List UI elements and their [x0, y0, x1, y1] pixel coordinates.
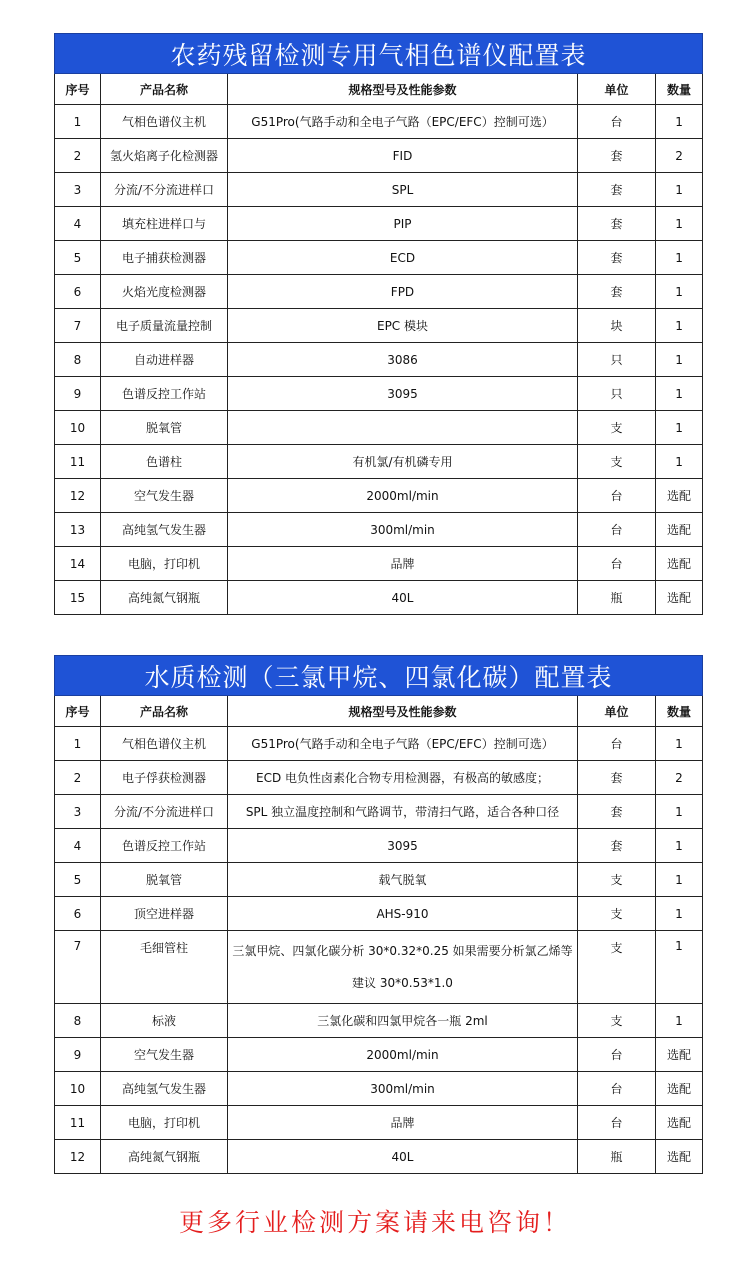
qty-cell: 1 — [656, 863, 703, 897]
header-product: 产品名称 — [101, 696, 228, 727]
product-cell: 毛细管柱 — [101, 931, 228, 1004]
unit-cell: 支 — [578, 897, 656, 931]
unit-cell: 台 — [578, 547, 656, 581]
header-spec: 规格型号及性能参数 — [228, 74, 578, 105]
unit-cell: 套 — [578, 173, 656, 207]
index-cell: 12 — [55, 1140, 101, 1174]
index-cell: 8 — [55, 1004, 101, 1038]
table-row — [55, 863, 703, 897]
unit-cell: 支 — [578, 863, 656, 897]
qty-cell: 选配 — [656, 513, 703, 547]
spec-cell — [228, 411, 578, 445]
unit-cell: 台 — [578, 1038, 656, 1072]
qty-cell: 1 — [656, 173, 703, 207]
spec-cell: G51Pro(气路手动和全电子气路（EPC/EFC）控制可选） — [228, 727, 578, 761]
spec-cell: 载气脱氧 — [228, 863, 578, 897]
table2-header-row — [55, 696, 703, 727]
qty-cell: 1 — [656, 241, 703, 275]
spec-cell: FPD — [228, 275, 578, 309]
qty-cell: 1 — [656, 275, 703, 309]
qty-cell: 1 — [656, 105, 703, 139]
header-qty: 数量 — [656, 74, 703, 105]
product-cell: 脱氧管 — [101, 411, 228, 445]
table-row — [55, 513, 703, 547]
qty-cell: 选配 — [656, 1072, 703, 1106]
unit-cell: 支 — [578, 411, 656, 445]
table1-header-row — [55, 74, 703, 105]
spec-cell: FID — [228, 139, 578, 173]
header-index: 序号 — [55, 74, 101, 105]
table-row — [55, 1004, 703, 1038]
index-cell: 13 — [55, 513, 101, 547]
table1-body — [55, 105, 703, 615]
product-cell: 气相色谱仪主机 — [101, 105, 228, 139]
table2-body — [55, 727, 703, 1174]
table-row — [55, 829, 703, 863]
spec-cell: 2000ml/min — [228, 479, 578, 513]
product-cell: 氢火焰离子化检测器 — [101, 139, 228, 173]
product-cell: 高纯氮气钢瓶 — [101, 1140, 228, 1174]
table-row — [55, 241, 703, 275]
water-config-table — [54, 655, 703, 1174]
index-cell: 14 — [55, 547, 101, 581]
product-cell: 高纯氢气发生器 — [101, 1072, 228, 1106]
unit-cell: 套 — [578, 275, 656, 309]
unit-cell: 套 — [578, 241, 656, 275]
spec-cell: 有机氯/有机磷专用 — [228, 445, 578, 479]
table-row — [55, 1072, 703, 1106]
product-cell: 分流/不分流进样口 — [101, 173, 228, 207]
spec-cell: SPL 独立温度控制和气路调节，带清扫气路，适合各种口径 — [228, 795, 578, 829]
table-row — [55, 343, 703, 377]
qty-cell: 1 — [656, 795, 703, 829]
spec-cell: 品牌 — [228, 547, 578, 581]
index-cell: 7 — [55, 309, 101, 343]
header-unit: 单位 — [578, 696, 656, 727]
spec-cell: ECD 电负性卤素化合物专用检测器，有极高的敏感度； — [228, 761, 578, 795]
table-row — [55, 1038, 703, 1072]
unit-cell: 套 — [578, 139, 656, 173]
spec-cell: 3095 — [228, 829, 578, 863]
product-cell: 分流/不分流进样口 — [101, 795, 228, 829]
qty-cell: 1 — [656, 829, 703, 863]
product-cell: 色谱反控工作站 — [101, 377, 228, 411]
qty-cell: 1 — [656, 309, 703, 343]
table1-title: 农药残留检测专用气相色谱仪配置表 — [55, 34, 703, 74]
index-cell: 4 — [55, 207, 101, 241]
spec-cell: PIP — [228, 207, 578, 241]
index-cell: 2 — [55, 139, 101, 173]
spec-cell: 40L — [228, 581, 578, 615]
header-qty: 数量 — [656, 696, 703, 727]
table-row — [55, 727, 703, 761]
unit-cell: 台 — [578, 1072, 656, 1106]
table-row — [55, 139, 703, 173]
product-cell: 电脑，打印机 — [101, 547, 228, 581]
qty-cell: 1 — [656, 1004, 703, 1038]
qty-cell: 1 — [656, 343, 703, 377]
qty-cell: 1 — [656, 897, 703, 931]
qty-cell: 选配 — [656, 479, 703, 513]
table2-title: 水质检测（三氯甲烷、四氯化碳）配置表 — [55, 656, 703, 696]
product-cell: 电脑，打印机 — [101, 1106, 228, 1140]
spec-cell: 3095 — [228, 377, 578, 411]
index-cell: 1 — [55, 727, 101, 761]
index-cell: 6 — [55, 897, 101, 931]
product-cell: 气相色谱仪主机 — [101, 727, 228, 761]
unit-cell: 台 — [578, 479, 656, 513]
product-cell: 色谱柱 — [101, 445, 228, 479]
header-product: 产品名称 — [101, 74, 228, 105]
qty-cell: 2 — [656, 139, 703, 173]
index-cell: 8 — [55, 343, 101, 377]
index-cell: 10 — [55, 1072, 101, 1106]
unit-cell: 套 — [578, 761, 656, 795]
qty-cell: 选配 — [656, 547, 703, 581]
qty-cell: 1 — [656, 931, 703, 1004]
table-row — [55, 1140, 703, 1174]
table-row — [55, 105, 703, 139]
footer-contact-text: 更多行业检测方案请来电咨询！ — [178, 1208, 571, 1237]
spec-cell: 300ml/min — [228, 513, 578, 547]
index-cell: 11 — [55, 1106, 101, 1140]
header-index: 序号 — [55, 696, 101, 727]
unit-cell: 瓶 — [578, 581, 656, 615]
table-row — [55, 173, 703, 207]
unit-cell: 套 — [578, 207, 656, 241]
index-cell: 6 — [55, 275, 101, 309]
spec-cell: EPC 模块 — [228, 309, 578, 343]
table-row — [55, 897, 703, 931]
index-cell: 5 — [55, 241, 101, 275]
index-cell: 3 — [55, 795, 101, 829]
spec-cell: SPL — [228, 173, 578, 207]
qty-cell: 1 — [656, 207, 703, 241]
table-row — [55, 761, 703, 795]
table-row — [55, 547, 703, 581]
qty-cell: 1 — [656, 727, 703, 761]
table-row — [55, 581, 703, 615]
table-row — [55, 207, 703, 241]
index-cell: 9 — [55, 1038, 101, 1072]
index-cell: 10 — [55, 411, 101, 445]
header-unit: 单位 — [578, 74, 656, 105]
product-cell: 电子俘获检测器 — [101, 761, 228, 795]
product-cell: 空气发生器 — [101, 1038, 228, 1072]
qty-cell: 1 — [656, 411, 703, 445]
index-cell: 7 — [55, 931, 101, 1004]
index-cell: 11 — [55, 445, 101, 479]
product-cell: 电子质量流量控制 — [101, 309, 228, 343]
qty-cell: 选配 — [656, 581, 703, 615]
spec-cell: AHS-910 — [228, 897, 578, 931]
spec-cell: 40L — [228, 1140, 578, 1174]
unit-cell: 支 — [578, 445, 656, 479]
spec-cell: 品牌 — [228, 1106, 578, 1140]
header-spec: 规格型号及性能参数 — [228, 696, 578, 727]
spec-cell: 3086 — [228, 343, 578, 377]
table-row — [55, 795, 703, 829]
unit-cell: 台 — [578, 105, 656, 139]
table-row — [55, 1106, 703, 1140]
index-cell: 4 — [55, 829, 101, 863]
product-cell: 高纯氢气发生器 — [101, 513, 228, 547]
product-cell: 标液 — [101, 1004, 228, 1038]
spec-cell: G51Pro(气路手动和全电子气路（EPC/EFC）控制可选） — [228, 105, 578, 139]
product-cell: 自动进样器 — [101, 343, 228, 377]
index-cell: 12 — [55, 479, 101, 513]
unit-cell: 只 — [578, 343, 656, 377]
table-row — [55, 377, 703, 411]
product-cell: 高纯氮气钢瓶 — [101, 581, 228, 615]
unit-cell: 支 — [578, 931, 656, 1004]
table-row — [55, 309, 703, 343]
unit-cell: 块 — [578, 309, 656, 343]
product-cell: 火焰光度检测器 — [101, 275, 228, 309]
qty-cell: 选配 — [656, 1106, 703, 1140]
qty-cell: 1 — [656, 377, 703, 411]
spec-cell: 2000ml/min — [228, 1038, 578, 1072]
product-cell: 填充柱进样口与 — [101, 207, 228, 241]
spec-cell: 三氯化碳和四氯甲烷各一瓶 2ml — [228, 1004, 578, 1038]
qty-cell: 选配 — [656, 1140, 703, 1174]
unit-cell: 台 — [578, 1106, 656, 1140]
qty-cell: 1 — [656, 445, 703, 479]
spec-cell: 300ml/min — [228, 1072, 578, 1106]
table-row — [55, 479, 703, 513]
table-row — [55, 411, 703, 445]
spec-cell: ECD — [228, 241, 578, 275]
spec-cell: 三氯甲烷、四氯化碳分析 30*0.32*0.25 如果需要分析氯乙烯等建议 30*0.53*1.0 — [228, 931, 578, 1004]
product-cell: 空气发生器 — [101, 479, 228, 513]
product-cell: 顶空进样器 — [101, 897, 228, 931]
unit-cell: 台 — [578, 727, 656, 761]
unit-cell: 瓶 — [578, 1140, 656, 1174]
unit-cell: 支 — [578, 1004, 656, 1038]
unit-cell: 台 — [578, 513, 656, 547]
index-cell: 3 — [55, 173, 101, 207]
index-cell: 9 — [55, 377, 101, 411]
product-cell: 色谱反控工作站 — [101, 829, 228, 863]
index-cell: 5 — [55, 863, 101, 897]
product-cell: 电子捕获检测器 — [101, 241, 228, 275]
unit-cell: 套 — [578, 795, 656, 829]
unit-cell: 只 — [578, 377, 656, 411]
product-cell: 脱氧管 — [101, 863, 228, 897]
table-row — [55, 275, 703, 309]
table-row — [55, 931, 703, 1004]
index-cell: 1 — [55, 105, 101, 139]
qty-cell: 2 — [656, 761, 703, 795]
table-row — [55, 445, 703, 479]
qty-cell: 选配 — [656, 1038, 703, 1072]
unit-cell: 套 — [578, 829, 656, 863]
index-cell: 2 — [55, 761, 101, 795]
index-cell: 15 — [55, 581, 101, 615]
pesticide-config-table — [54, 33, 703, 615]
